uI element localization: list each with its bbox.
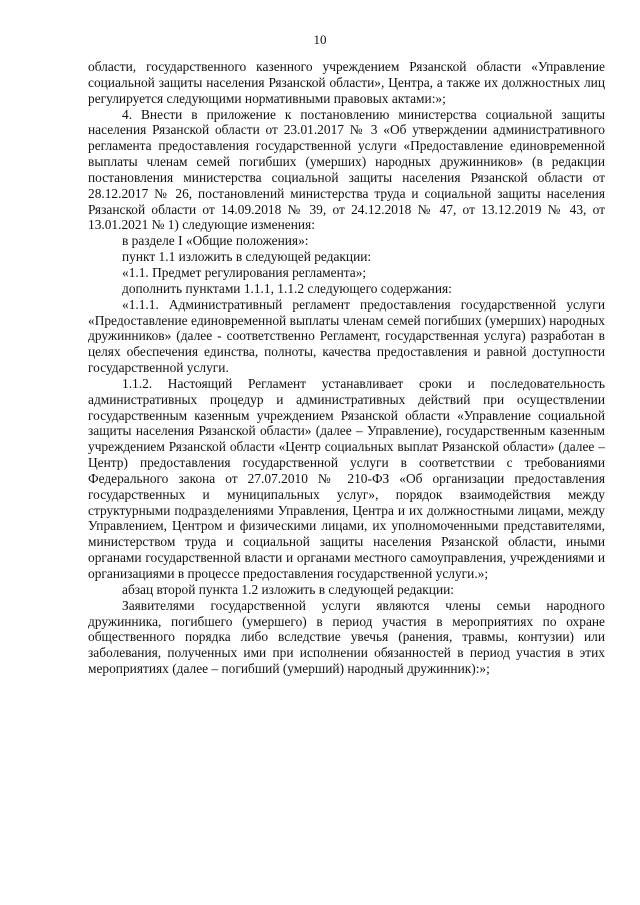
paragraph-continuation: области, государственного казенного учреждением Рязанской области «Управление социальной защиты населения Рязанской области», Центра, а также их должностных лиц регулируется следующими нормативными правовых актами:»; <box>88 59 605 106</box>
paragraph-applicants: Заявителями государственной услуги являются члены семьи народного дружинника, погибшего (умершего) в период участия в мероприятиях по охране общественного порядка либо вследствие увечья (ранения, травмы, контузии) или заболевания, полученных ими при исполнении обязанностей в период участия в этих мероприятиях (далее – погибший (умерший) народный дружинник):»; <box>88 597 605 677</box>
paragraph-point-1-1-text: «1.1. Предмет регулирования регламента»; <box>122 264 367 280</box>
paragraph-section-1: в разделе I «Общие положения»: <box>122 233 309 249</box>
paragraph-add-points: дополнить пунктами 1.1.1, 1.1.2 следующего содержания: <box>122 280 452 296</box>
paragraph-point-1-1-intro: пункт 1.1 изложить в следующей редакции: <box>122 249 372 265</box>
paragraph-point-1-2-intro: абзац второй пункта 1.2 изложить в следующей редакции: <box>122 581 455 597</box>
page-number: 10 <box>313 32 327 47</box>
paragraph-point-1-1-2: 1.1.2. Настоящий Регламент устанавливает сроки и последовательность административных процедур и административных действий при осуществлении государственным казенным учреждением Рязанской области «Управление социальной защиты населения Рязанской области» (далее – Управление), государственным казенным учреждением Рязанской области «Центр социальных выплат Рязанской области» (далее – Центр) предоставления государственной услуги в соответствии с требованиями Федерального закона от 27.07.2010 № 210-ФЗ «Об организации предоставления государственных и муниципальных услуг», порядок взаимодействия между структурными подразделениями Управления, Центра и их должностными лицами, между Управлением, Центром и физическими лицами, их уполномоченными представителями, министерством труда и социальной защиты населения Рязанской области, иными органами государственной власти и органами местного самоуправления, учреждениями и организациями в процессе предоставления государственной услуги.»; <box>88 375 605 581</box>
paragraph-item-4: 4. Внести в приложение к постановлению министерства социальной защиты населения Рязанской области от 23.01.2017 № 3 «Об утверждении административного регламента предоставления государственной услуги «Предоставление единовременной выплаты членам семей погибших (умерших) народных дружинников» (в редакции постановления министерства социальной защиты населения Рязанской области от 28.12.2017 № 26, постановлений министерства труда и социальной защиты населения Рязанской области от 14.09.2018 № 39, от 24.12.2018 № 47, от 13.12.2019 № 43, от 13.01.2021 № 1) следующие изменения: <box>88 106 605 233</box>
document-body <box>88 59 605 677</box>
paragraph-point-1-1-1: «1.1.1. Административный регламент предоставления государственной услуги «Предоставление единовременной выплаты членам семей погибших (умерших) народных дружинников» (далее - соответственно Регламент, государственная услуга) разработан в целях обеспечения единства, полноты, качества предоставления и равной доступности государственной услуги. <box>88 296 605 376</box>
